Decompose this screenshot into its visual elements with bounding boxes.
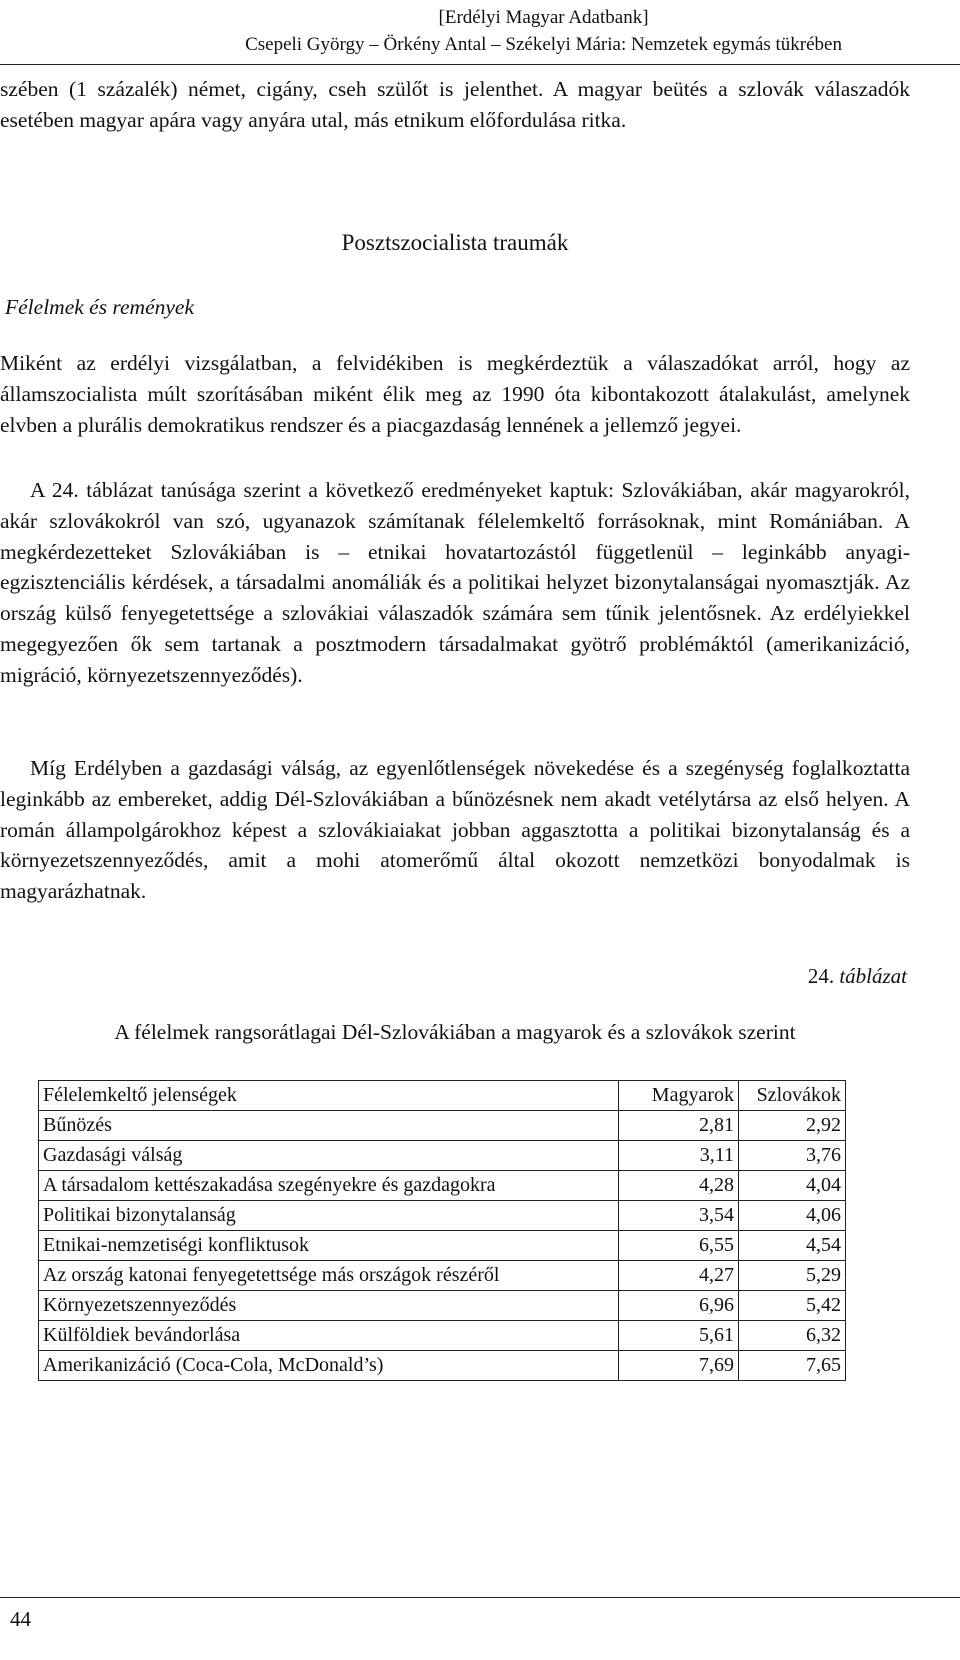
row-szlovakok-cell: 4,04 xyxy=(739,1171,846,1201)
paragraph-3: A 24. táblázat tanúsága szerint a következő eredményeket kaptuk: Szlovákiában, akár magyarokról, akár szlovákokról van szó, ugyanazok számítanak félelemkeltő forrásoknak, mint Romániában. A megkérdezetteket Szlovákiában is – etnikai hovatartozástól függetlenül – leginkább anyagi-egzisztenciális kérdések, a társadalmi anomáliák és a politikai helyzet bizonytalanságai nyomasztják. Az ország külső fenyegetettsége a szlovákiai válaszadók számára sem tűnik jelentősnek. Az erdélyiekkel megegyezően ők sem tartanak a posztmodern társadalmakat gyötrő problémáktól (amerikanizáció, migráció, környezetszennyeződés). xyxy=(0,478,910,687)
row-label-cell: Az ország katonai fenyegetettsége más országok részéről xyxy=(39,1261,619,1291)
row-magyarok-cell: 6,96 xyxy=(619,1291,739,1321)
section-subtitle: Félelmek és remények xyxy=(5,295,194,319)
table-header-row xyxy=(39,1081,846,1111)
table-row xyxy=(39,1291,846,1321)
table-row xyxy=(39,1321,846,1351)
row-szlovakok-cell: 4,06 xyxy=(739,1201,846,1231)
fears-table xyxy=(38,1080,846,1381)
table-row xyxy=(39,1111,846,1141)
row-label-cell: Etnikai-nemzetiségi konfliktusok xyxy=(39,1231,619,1261)
table-row xyxy=(39,1231,846,1261)
section-title: Posztszocialista traumák xyxy=(341,230,569,255)
row-szlovakok-cell: 4,54 xyxy=(739,1231,846,1261)
page-number: 44 xyxy=(10,1607,31,1631)
table-row xyxy=(39,1171,846,1201)
row-label-cell: Gazdasági válság xyxy=(39,1141,619,1171)
row-szlovakok-cell: 3,76 xyxy=(739,1141,846,1171)
row-szlovakok-cell: 5,29 xyxy=(739,1261,846,1291)
row-magyarok-cell: 2,81 xyxy=(619,1111,739,1141)
table-number-label: táblázat xyxy=(839,964,907,988)
table-caption: A félelmek rangsorátlagai Dél-Szlovákiában a magyarok és a szlovákok szerint xyxy=(114,1020,796,1044)
table-row xyxy=(39,1261,846,1291)
table-row xyxy=(39,1141,846,1171)
row-label-cell: Külföldiek bevándorlása xyxy=(39,1321,619,1351)
paragraph-2: Miként az erdélyi vizsgálatban, a felvidékiben is megkérdeztük a válaszadókat arról, hogy az államszocialista múlt szorításában miként élik meg az 1990 óta kibontakozott átalakulást, amelynek elvben a plurális demokratikus rendszer és a piacgazdaság lennének a jellemző jegyei. xyxy=(0,351,910,437)
paragraph-1: szében (1 százalék) német, cigány, cseh szülőt is jelenthet. A magyar beütés a szlovák válaszadók esetében magyar apára vagy anyára utal, más etnikum előfordulása ritka. xyxy=(0,77,910,132)
table-row xyxy=(39,1351,846,1381)
row-magyarok-cell: 4,28 xyxy=(619,1171,739,1201)
header-authors-title: Csepeli György – Örkény Antal – Székelyi Mária: Nemzetek egymás tükrében xyxy=(245,34,842,55)
row-magyarok-cell: 3,54 xyxy=(619,1201,739,1231)
row-magyarok-cell: 7,69 xyxy=(619,1351,739,1381)
row-magyarok-cell: 5,61 xyxy=(619,1321,739,1351)
table-row xyxy=(39,1201,846,1231)
row-label-cell: Amerikanizáció (Coca-Cola, McDonald’s) xyxy=(39,1351,619,1381)
running-header xyxy=(245,4,842,58)
header-source: [Erdélyi Magyar Adatbank] xyxy=(438,7,649,28)
table-number xyxy=(808,961,907,991)
row-szlovakok-cell: 5,42 xyxy=(739,1291,846,1321)
row-label-cell: A társadalom kettészakadása szegényekre és gazdagokra xyxy=(39,1171,619,1201)
header-cell-label: Félelemkeltő jelenségek xyxy=(39,1081,619,1111)
row-label-cell: Környezetszennyeződés xyxy=(39,1291,619,1321)
header-cell-szlovakok: Szlovákok xyxy=(739,1081,846,1111)
row-szlovakok-cell: 2,92 xyxy=(739,1111,846,1141)
row-label-cell: Politikai bizonytalanság xyxy=(39,1201,619,1231)
table-number-value: 24. xyxy=(807,964,835,988)
paragraph-4: Míg Erdélyben a gazdasági válság, az egyenlőtlenségek növekedése és a szegénység foglalkoztatta leginkább az embereket, addig Dél-Szlovákiában a bűnözésnek nem akadt vetélytársa az első helyen. A román állampolgárokhoz képest a szlovákiaiakat jobban aggasztotta a politikai bizonytalanság és a környezetszennyeződés, amit a mohi atomerőmű által okozott nemzetközi bonyodalmak is magyarázhatnak. xyxy=(0,756,910,904)
header-divider xyxy=(0,64,960,65)
header-cell-magyarok: Magyarok xyxy=(619,1081,739,1111)
row-magyarok-cell: 4,27 xyxy=(619,1261,739,1291)
row-magyarok-cell: 6,55 xyxy=(619,1231,739,1261)
footer-divider xyxy=(0,1597,960,1598)
row-szlovakok-cell: 7,65 xyxy=(739,1351,846,1381)
row-szlovakok-cell: 6,32 xyxy=(739,1321,846,1351)
row-label-cell: Bűnözés xyxy=(39,1111,619,1141)
row-magyarok-cell: 3,11 xyxy=(619,1141,739,1171)
